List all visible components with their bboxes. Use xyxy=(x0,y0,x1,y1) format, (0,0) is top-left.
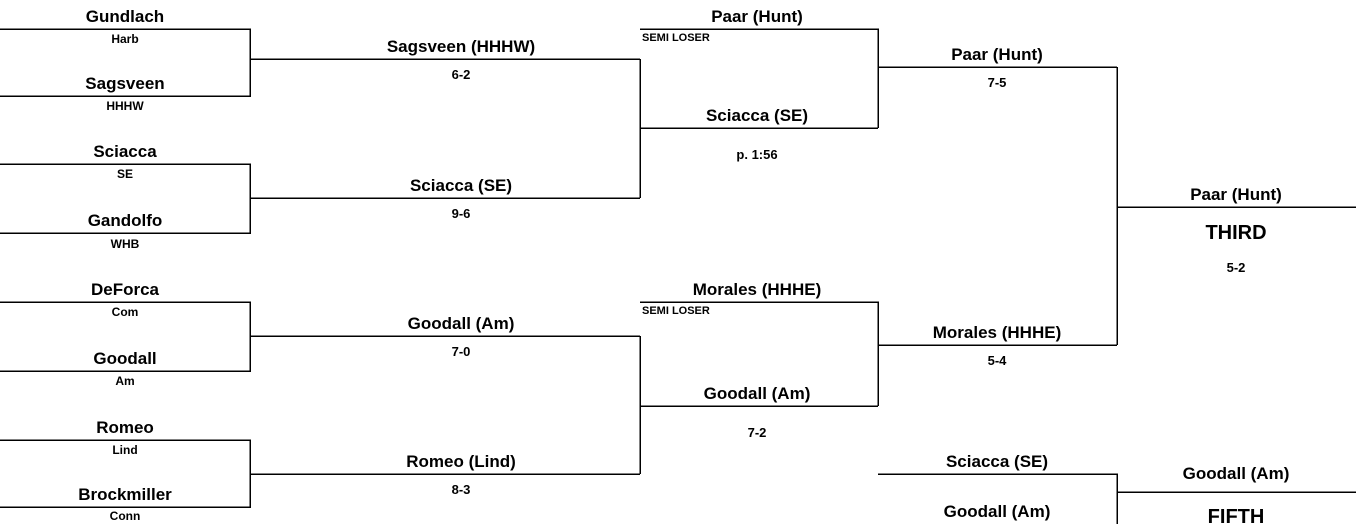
r2-m1-winner: Sagsveen (HHHW) xyxy=(386,37,536,56)
third-place-winner: Paar (Hunt) xyxy=(1190,185,1282,204)
r1-m1-top-name: Gundlach xyxy=(85,7,165,26)
fifth-bottom-name: Goodall (Am) xyxy=(943,502,1051,521)
bracket-line-r2-bottom xyxy=(640,336,878,474)
r1-m4-bottom-team: Conn xyxy=(109,509,141,523)
r1-m3-bottom-team: Am xyxy=(115,374,135,388)
semi-top-seed-note: SEMI LOSER xyxy=(642,32,710,44)
r2-m3-winner: Goodall (Am) xyxy=(407,314,515,333)
r1-m3-bottom-name: Goodall xyxy=(93,349,157,368)
semi-top-score: p. 1:56 xyxy=(736,147,778,162)
bracket-line-r2-top xyxy=(640,59,878,198)
semi-bottom-score: 7-2 xyxy=(747,425,767,440)
r2-m2-winner: Sciacca (SE) xyxy=(409,176,513,195)
r1-m4-top-name: Romeo xyxy=(96,418,154,437)
r1-m3-top-name: DeForca xyxy=(90,280,160,299)
semi-bottom-winner: Goodall (Am) xyxy=(703,384,811,403)
r2-m2-score: 9-6 xyxy=(451,206,471,221)
final-bottom-score: 5-4 xyxy=(987,353,1007,368)
semi-top-winner: Sciacca (SE) xyxy=(705,106,809,125)
r1-m1-top-team: Harb xyxy=(111,32,139,46)
third-place-score: 5-2 xyxy=(1226,260,1246,275)
semi-top-seed: Paar (Hunt) xyxy=(711,7,803,26)
fifth-place-winner: Goodall (Am) xyxy=(1182,464,1290,483)
third-place-label: THIRD xyxy=(1205,222,1267,244)
r1-m1-bottom-team: HHHW xyxy=(106,99,144,113)
r1-m2-top-name: Sciacca xyxy=(93,142,157,161)
fifth-top-name: Sciacca (SE) xyxy=(945,452,1049,471)
r1-m2-bottom-team: WHB xyxy=(110,237,140,251)
fifth-place-label: FIFTH xyxy=(1207,506,1265,528)
bracket-line-third xyxy=(1117,67,1356,345)
semi-bottom-seed: Morales (HHHE) xyxy=(692,280,822,299)
final-bottom-winner: Morales (HHHE) xyxy=(932,323,1062,342)
final-top-score: 7-5 xyxy=(987,75,1007,90)
r1-m4-top-team: Lind xyxy=(112,443,138,457)
r1-m1-bottom-name: Sagsveen xyxy=(85,74,165,93)
semi-bottom-seed-note: SEMI LOSER xyxy=(642,305,710,317)
r1-m4-bottom-name: Brockmiller xyxy=(78,485,172,504)
r2-m4-score: 8-3 xyxy=(451,482,471,497)
final-top-winner: Paar (Hunt) xyxy=(951,45,1043,64)
r1-m3-top-team: Com xyxy=(111,305,139,319)
r2-m4-winner: Romeo (Lind) xyxy=(406,452,516,471)
r1-m2-bottom-name: Gandolfo xyxy=(87,211,163,230)
r1-m2-top-team: SE xyxy=(116,167,134,181)
r2-m3-score: 7-0 xyxy=(451,344,471,359)
r2-m1-score: 6-2 xyxy=(451,67,471,82)
